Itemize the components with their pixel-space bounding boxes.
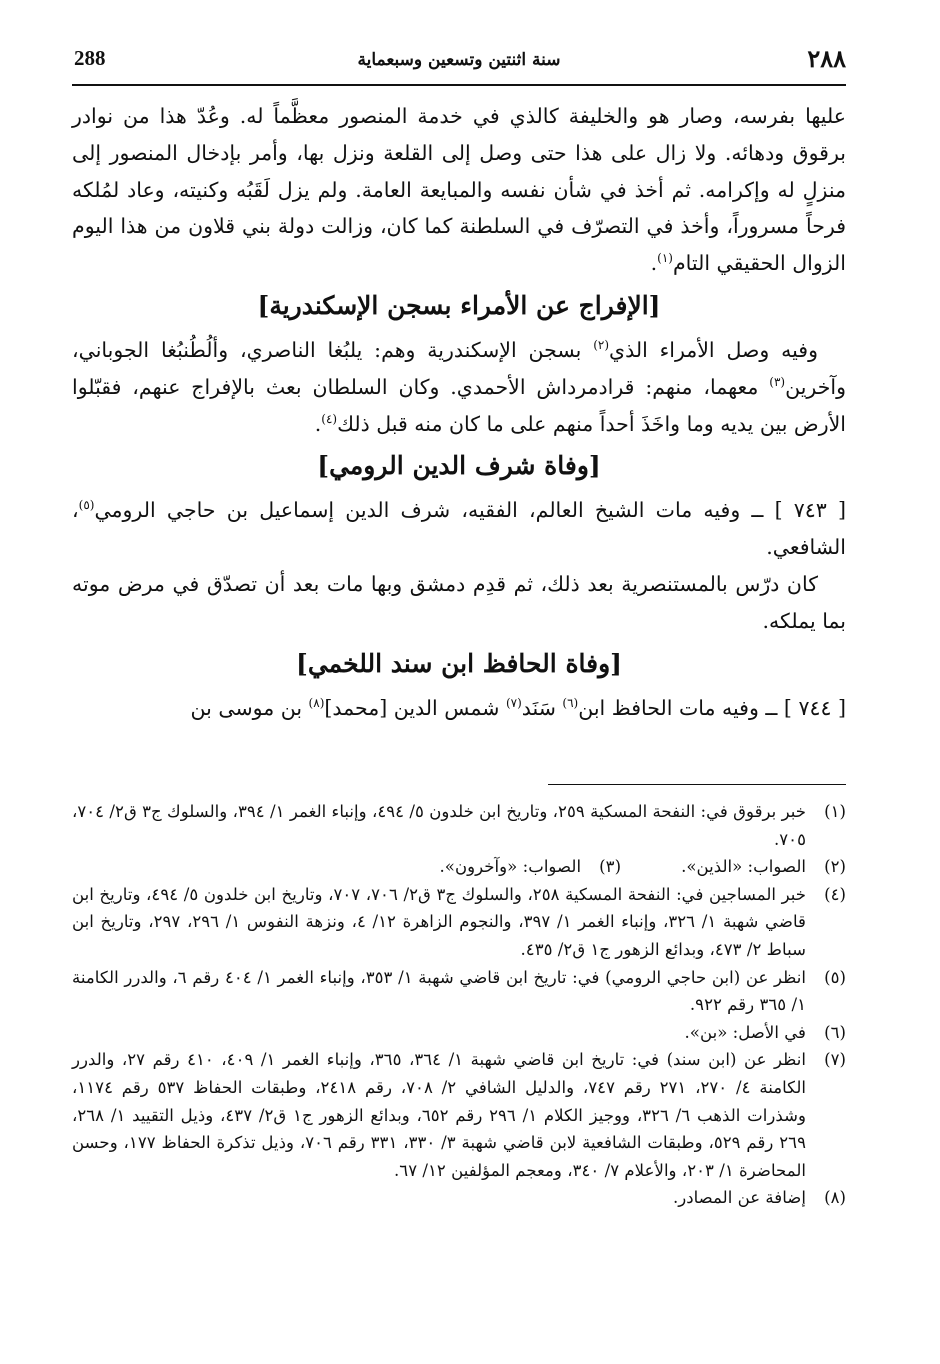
page-header xyxy=(72,44,846,86)
footnote xyxy=(72,798,846,853)
footnote-mark: (١) xyxy=(824,802,846,821)
footnote-mark: (٦) xyxy=(824,1022,846,1042)
running-title: سنة اثنتين وتسعين وسبعماية xyxy=(357,50,561,70)
footnote-ref: (٣) xyxy=(769,374,786,389)
footnote-ref: (٧) xyxy=(505,695,522,710)
main-text xyxy=(72,98,846,726)
footnote-text: إضافة عن المصادر. xyxy=(672,1188,806,1208)
footnote-ref: (٨) xyxy=(308,695,325,710)
footnote-ref: (١) xyxy=(657,251,673,266)
paragraph: وفيه وصل الأمراء الذي$^{(٢)}$ بسجن الإسكندرية وهم: يلبُغا الناصري، وألُطُنبُغا الجوباني، وآخرين$^{(٣)}$ معهما، منهم: قرادمرداش الأحمدي. وكان السلطان بعث بالإفراج عنهم، فقبّلوا الأرض بين يديه وما واخَذَ أحداً منهم على ما كان منه قبل ذلك$^{(٤)}$. xyxy=(72,337,846,436)
footnote-divider xyxy=(548,784,846,785)
page-number-arabic: ٢٨٨ xyxy=(807,44,846,73)
footnote-row xyxy=(72,853,846,881)
footnote-text: الصواب: «وآخرون». xyxy=(439,857,582,877)
footnote-ref: (٢) xyxy=(593,338,610,353)
footnote-mark: (٥) xyxy=(824,967,846,987)
footnote xyxy=(72,1184,846,1212)
footnote-text: انظر عن (ابن سند) في: تاريخ ابن قاضي شهبة ١/ ٣٦٤، ٣٦٥، وإنباء الغمر ١/ ٤٠٩، ٤١٠ رقم ٢٧، والدرر الكامنة ٤/ ٢٧٠، ٢٧١ رقم ٧٤٧، والدليل الشافي ٢/ ٧٠٨، رقم ٢٤١٨، وطبقات الحفاظ ٥٣٧ رقم ١١٧٤، وشذرات الذهب ٦/ ٣٢٦، ووجيز الكلام ١/ ٢٩٦ رقم ٦٥٢، وبدائع الزهور ج١ ق٢/ ٤٣٧، وذيل التقييد ١/ ٢٦٨، ٢٦٩ رقم ٥٢٩، وطبقات الشافعية لابن قاضي شهبة ٣/ ٣٣٠، ٣٣١ رقم ٧٠٦، وذيل تذكرة الحفاظ ١٧٧، وحسن المحاضرة ١/ ٢٠٣، والأعلام ٧/ ٣٤٠، ومعجم المؤلفين ١٢/ ٦٧. xyxy=(72,1050,807,1180)
footnote xyxy=(72,964,846,1019)
footnote-mark: (٧) xyxy=(824,1050,846,1070)
paragraph: عليها بفرسه، وصار هو والخليفة كالذي في خدمة المنصور معظَّماً له. وعُدّ هذا من نوادر برقوق ودهائه. ولا زال على هذا حتى وصل إلى القلعة ونزل بها، وأمر بإدخال المنصور إلى منزلٍ له وإكرامه. ثم أخذ في شأن نفسه والمبايعة العامة. ولم يزل لَقَبُه وكنيته، وعاد لمُلكه فرحاً مسروراً، وأخذ في التصرّف في السلطنة كما كان، وزالت دولة بني قلاون من هذا اليوم الزوال الحقيقي التام$^{(١)}$. xyxy=(72,104,846,276)
footnote-mark: (٤) xyxy=(824,884,846,904)
footnote-ref: (٤) xyxy=(321,411,338,426)
footnote-text: في الأصل: «بن». xyxy=(684,1022,806,1042)
footnote-ref: (٥) xyxy=(78,498,95,513)
footnote-mark: (٣) xyxy=(599,857,622,877)
section-heading: [وفاة الحافظ ابن سند اللخمي] xyxy=(295,648,623,678)
biography-entry: [ ٧٤٣ ] ــ وفيه مات الشيخ العالم، الفقيه، شرف الدين إسماعيل بن حاجي الرومي$^{(٥)}$، الشافعي. xyxy=(72,498,847,560)
section-heading: [الإفراج عن الأمراء بسجن الإسكندرية] xyxy=(257,290,661,320)
footnote-ref: (٦) xyxy=(562,695,579,710)
section-heading: [وفاة شرف الدين الرومي] xyxy=(317,451,601,481)
footnote-text: خبر برقوق في: النفحة المسكية ٢٥٩، وتاريخ ابن خلدون ٥/ ٤٩٤، وإنباء الغمر ١/ ٣٩٤، والسلوك ج٣ ق٢/ ٧٠٤، ٧٠٥. xyxy=(72,802,807,849)
footnote xyxy=(72,881,846,964)
footnote xyxy=(681,853,846,881)
footnote xyxy=(72,1019,846,1047)
footnote-text: انظر عن (ابن حاجي الرومي) في: تاريخ ابن قاضي شهبة ١/ ٣٥٣، وإنباء الغمر ١/ ٤٠٤ رقم ٦، والدرر الكامنة ١/ ٣٦٥ رقم ٩٢٢. xyxy=(72,967,807,1015)
footnote-text: خبر المساجين في: النفحة المسكية ٢٥٨، والسلوك ج٣ ق٢/ ٧٠٦، ٧٠٧، وتاريخ ابن خلدون ٥/ ٤٩٤، وتاريخ ابن قاضي شهبة ١/ ٣٢٦، وإنباء الغمر ١/ ٣٩٧، والنجوم الزاهرة ١٢/ ٤، ونزهة النفوس ١/ ٢٩٦، ٢٩٧، وتاريخ ابن سباط ٢/ ٤٧٣، وبدائع الزهور ج١ ق٢/ ٤٣٥. xyxy=(72,884,807,959)
page-number-latin: 288 xyxy=(74,46,106,70)
footnote-mark: (٢) xyxy=(824,857,846,877)
footnote-mark: (٨) xyxy=(824,1188,846,1208)
footnote-text: الصواب: «الذين». xyxy=(681,857,806,877)
footnote xyxy=(440,853,622,881)
biography-entry: [ ٧٤٤ ] ــ وفيه مات الحافظ ابن$^{(٦)}$ سَنَد$^{(٧)}$ شمس الدين [محمد]$^{(٨)}$ بن موسى بن xyxy=(190,695,846,720)
footnote xyxy=(72,1046,846,1184)
paragraph: كان درّس بالمستنصرية بعد ذلك، ثم قدِم دمشق وبها مات بعد أن تصدّق في مرض موته بما يملكه. xyxy=(72,571,846,633)
footnotes xyxy=(72,798,846,1212)
